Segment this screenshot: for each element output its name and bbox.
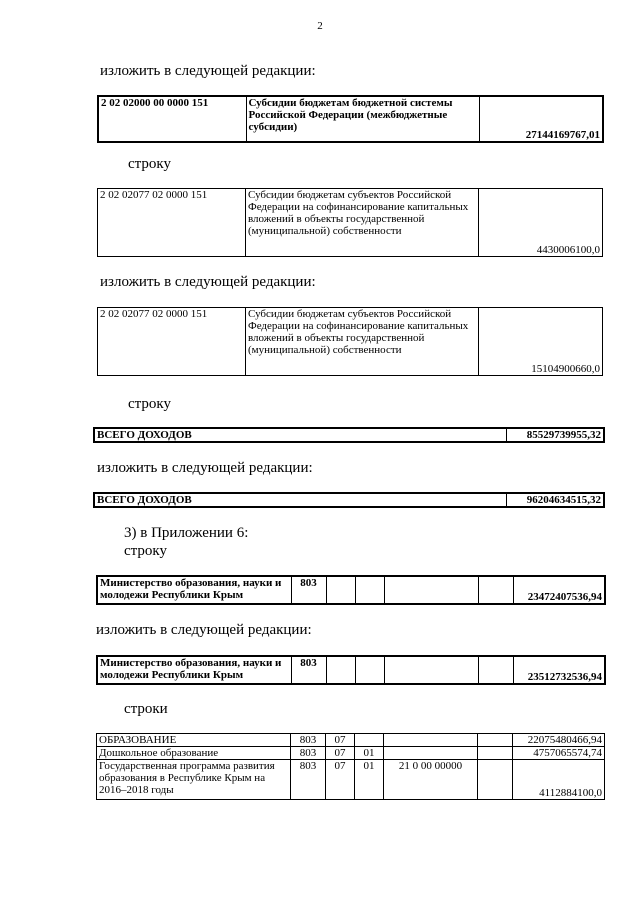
t1-amount: 27144169767,01 bbox=[479, 96, 603, 142]
row-rz: 07 bbox=[326, 747, 355, 760]
table-row bbox=[97, 734, 605, 747]
row-amount: 22075480466,94 bbox=[513, 734, 605, 747]
row-amount: 4757065574,74 bbox=[513, 747, 605, 760]
row-pr bbox=[355, 734, 384, 747]
paragraph-row-1: строку bbox=[128, 156, 171, 172]
table-row bbox=[97, 747, 605, 760]
table-ministry-old bbox=[96, 575, 606, 605]
row-name: Государственная программа развития образования в Республике Крым на 2016–2018 годы bbox=[97, 760, 291, 800]
t6-empty-3 bbox=[384, 576, 478, 604]
row-vr bbox=[478, 760, 513, 800]
t7-empty-2 bbox=[355, 656, 384, 684]
paragraph-row-3: строку bbox=[124, 543, 167, 559]
paragraph-edit-4: изложить в следующей редакции: bbox=[96, 622, 312, 638]
row-amount: 4112884100,0 bbox=[513, 760, 605, 800]
row-rz: 07 bbox=[326, 760, 355, 800]
t6-name: Министерство образования, науки и молодежи Республики Крым bbox=[97, 576, 291, 604]
t1-code: 2 02 02000 00 0000 151 bbox=[98, 96, 246, 142]
t4-label: ВСЕГО ДОХОДОВ bbox=[94, 428, 506, 442]
t6-amount: 23472407536,94 bbox=[513, 576, 605, 604]
t2-name: Субсидии бюджетам субъектов Российской Федерации на софинансирование капитальных вложений в объекты государственной (муниципальной) собственности bbox=[246, 189, 479, 257]
t3-code: 2 02 02077 02 0000 151 bbox=[98, 308, 246, 376]
table-ministry-new bbox=[96, 655, 606, 685]
t7-empty-1 bbox=[326, 656, 355, 684]
row-vr bbox=[478, 734, 513, 747]
t3-name: Субсидии бюджетам субъектов Российской Федерации на софинансирование капитальных вложений в объекты государственной (муниципальной) собственности bbox=[246, 308, 479, 376]
table-subsidies-total bbox=[97, 95, 604, 143]
table-total-income-new bbox=[93, 492, 605, 508]
t6-code: 803 bbox=[291, 576, 326, 604]
t3-amount: 15104900660,0 bbox=[479, 308, 603, 376]
t7-code: 803 bbox=[291, 656, 326, 684]
paragraph-row-2: строку bbox=[128, 396, 171, 412]
t5-label: ВСЕГО ДОХОДОВ bbox=[94, 493, 506, 507]
t7-amount: 23512732536,94 bbox=[513, 656, 605, 684]
table-capital-subsidies-new bbox=[97, 307, 603, 376]
row-name: ОБРАЗОВАНИЕ bbox=[97, 734, 291, 747]
row-name: Дошкольное образование bbox=[97, 747, 291, 760]
row-pr: 01 bbox=[355, 760, 384, 800]
paragraph-edit-1: изложить в следующей редакции: bbox=[100, 63, 316, 79]
paragraph-rows: строки bbox=[124, 701, 168, 717]
t6-empty-2 bbox=[355, 576, 384, 604]
t6-empty-4 bbox=[478, 576, 513, 604]
paragraph-edit-2: изложить в следующей редакции: bbox=[100, 274, 316, 290]
row-csr bbox=[384, 747, 478, 760]
paragraph-edit-3: изложить в следующей редакции: bbox=[97, 460, 313, 476]
row-pr: 01 bbox=[355, 747, 384, 760]
t7-name: Министерство образования, науки и молодежи Республики Крым bbox=[97, 656, 291, 684]
t4-amount: 85529739955,32 bbox=[506, 428, 604, 442]
table-capital-subsidies-old bbox=[97, 188, 603, 257]
row-csr: 21 0 00 00000 bbox=[384, 760, 478, 800]
row-ved: 803 bbox=[291, 747, 326, 760]
row-ved: 803 bbox=[291, 734, 326, 747]
t5-amount: 96204634515,32 bbox=[506, 493, 604, 507]
t1-name: Субсидии бюджетам бюджетной системы Российской Федерации (межбюджетные субсидии) bbox=[246, 96, 479, 142]
t7-empty-4 bbox=[478, 656, 513, 684]
paragraph-appendix-6: 3) в Приложении 6: bbox=[124, 525, 249, 541]
t6-empty-1 bbox=[326, 576, 355, 604]
t2-code: 2 02 02077 02 0000 151 bbox=[98, 189, 246, 257]
t2-amount: 4430006100,0 bbox=[479, 189, 603, 257]
page-number: 2 bbox=[317, 20, 323, 32]
row-ved: 803 bbox=[291, 760, 326, 800]
row-rz: 07 bbox=[326, 734, 355, 747]
t7-empty-3 bbox=[384, 656, 478, 684]
row-csr bbox=[384, 734, 478, 747]
row-vr bbox=[478, 747, 513, 760]
table-total-income-old bbox=[93, 427, 605, 443]
table-row bbox=[97, 760, 605, 800]
table-education-rows bbox=[96, 733, 605, 800]
